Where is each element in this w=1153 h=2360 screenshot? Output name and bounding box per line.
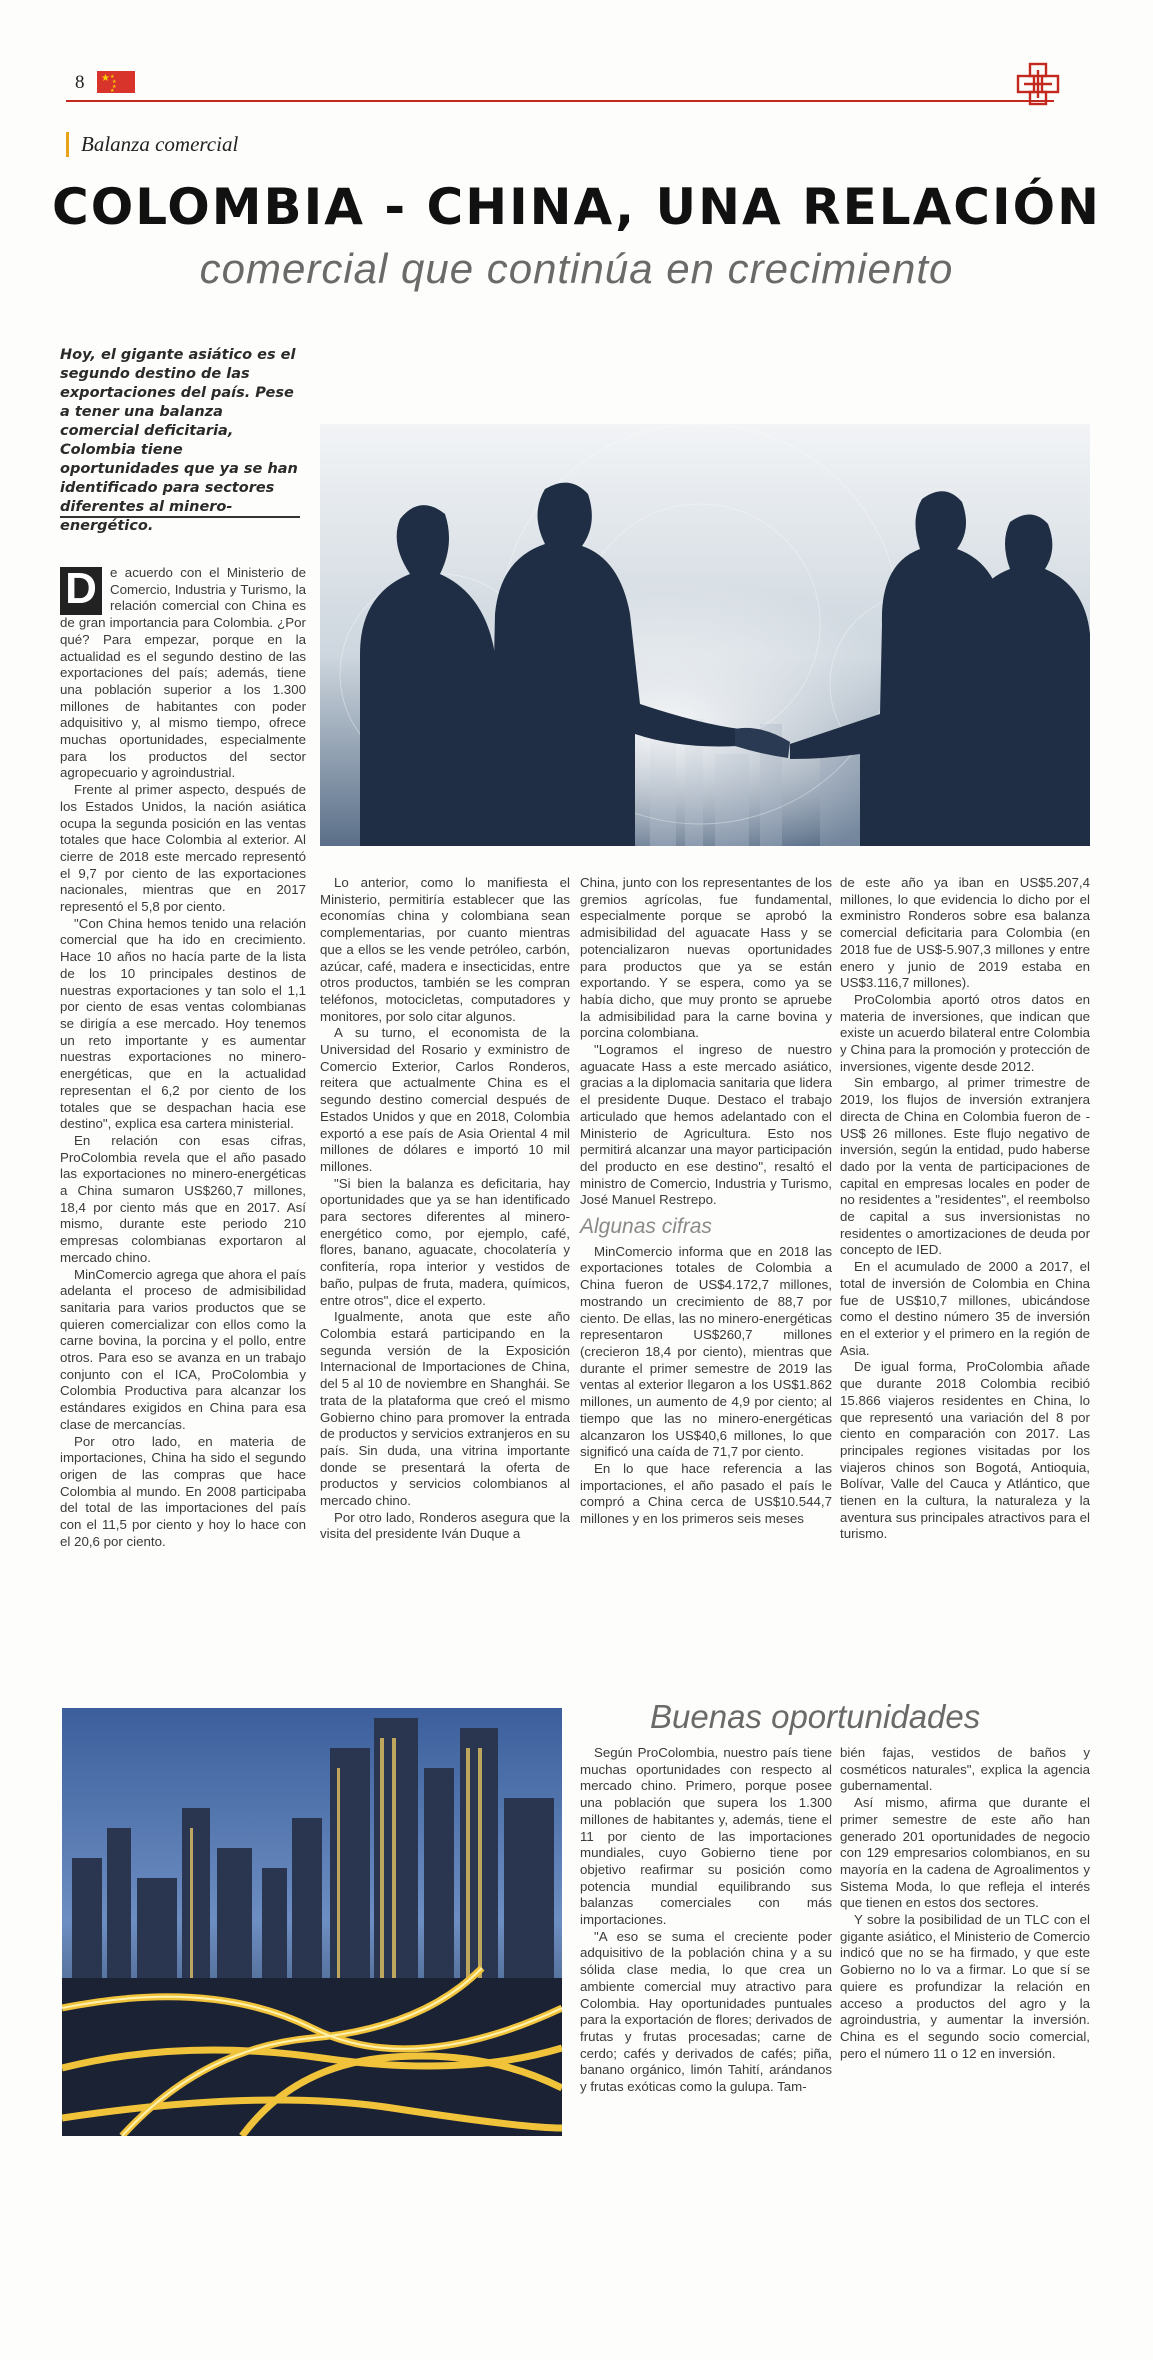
paragraph: Lo anterior, como lo manifiesta el Ministerio, permitiría establecer que las economías china y colombiana sean complementarias, por cuanto mientras que a ellos se les vende petróleo, carbón, azúcar, café, madera e insecticidas, entre otros productos, también se les compran teléfonos, motocicletas, computadores y monitores, por solo citar algunos. xyxy=(320,875,570,1024)
paragraph: "Si bien la balanza es deficitaria, hay oportunidades que ya se han identificado para sectores diferentes al minero-energético como, por ejemplo, café, flores, banano, aguacate, chocolatería y confitería, ropa interior y vestidos de baño, pulpas de fruta, madera, químicos, entre otros", dice el experto. xyxy=(320,1175,570,1308)
paragraph: "A eso se suma el creciente poder adquisitivo de la población china y a su sólida clase media, lo que crea un ambiente comercial muy atractivo para Colombia. Hay oportunidades puntuales para la exportación de flores; derivados de frutas y frutas procesadas; carne de cerdo; cafés y derivados de cafés; piña, banano orgánico, limón Tahití, arándanos y frutas exóticas como la gulupa. Tam- xyxy=(580,1928,832,2095)
drop-cap: D xyxy=(60,567,102,615)
subheading-algunas-cifras: Algunas cifras xyxy=(580,1215,712,1239)
paragraph: "Logramos el ingreso de nuestro aguacate Hass a este mercado asiático, gracias a la diplomacia sanitaria que lidera el presidente Duque. Destaco el trabajo articulado que hemos adelantado con el Ministerio de Agricultura. Esto nos permitirá alcanzar una mayor participación del producto en ese destino", resaltó el ministro de Comercio, Industria y Turismo, José Manuel Restrepo. xyxy=(580,1042,832,1208)
column-1 xyxy=(60,565,306,1550)
paragraph: Frente al primer aspecto, después de los Estados Unidos, la nación asiática ocupa la segunda posición en las ventas totales que hace Colombia al exterior. Al cierre de 2018 este mercado representó el 9,7 por ciento de las exportaciones nacionales, mientras que en 2017 representó el 5,8 por ciento. xyxy=(60,782,306,915)
article-title: COLOMBIA - CHINA, UNA RELACIÓN xyxy=(52,178,1101,236)
section-label: Balanza comercial xyxy=(66,132,238,157)
paragraph: En el acumulado de 2000 a 2017, el total de inversión de Colombia en China fue de US$10,7 millones, ubicándose como el destino número 35 de inversión en el exterior y el primero en la región de Asia. xyxy=(840,1259,1090,1358)
paragraph: Por otro lado, Ronderos asegura que la visita del presidente Iván Duque a xyxy=(320,1509,570,1542)
paragraph: En lo que hace referencia a las importaciones, el año pasado el país le compró a China cerca de US$10.544,7 millones y en los primeros seis meses xyxy=(580,1460,832,1527)
paragraph: bién fajas, vestidos de baños y cosméticos naturales", explica la agencia gubernamental. xyxy=(840,1745,1090,1794)
paragraph: Así mismo, afirma que durante el primer semestre de este año han generado 201 oportunidades de negocio con 129 empresarios colombianos, en su mayoría en la cadena de Agroalimentos y Sistema Moda, lo que refleja el interés que tienen en estos dos sectores. xyxy=(840,1795,1090,1911)
paragraph: e acuerdo con el Ministerio de Comercio, Industria y Turismo, la relación comercial con China es de gran importancia para Colombia. ¿Por qué? Para empezar, porque en la actualidad es el segundo destino de las exportaciones del país; además, tiene una población superior a los 1.300 millones de habitantes con poder adquisitivo y, al mismo tiempo, ofrece muchas oportunidades, especialmente para los productos del sector agropecuario y agroindustrial. xyxy=(60,565,306,781)
paragraph: De igual forma, ProColombia añade que durante 2018 Colombia recibió 15.866 viajeros residentes en China, lo que representó una variación del 8 por ciento en comparación con 2017. Las principales regiones visitadas por los viajeros chinos son Bogotá, Antioquia, Bolívar, Valle del Cauca y Atlántico, que tienen en la cultura, la naturaleza y la aventura sus principales atractivos para el turismo. xyxy=(840,1359,1090,1542)
paragraph: Sin embargo, al primer trimestre de 2019, los flujos de inversión extranjera directa de China en Colombia fueron de -US$ 26 millones. Este flujo negativo de inversión, según la entidad, pudo haberse dado por la venta de participaciones de capital en empresas locales en poder de no residentes a "residentes", el reembolso de capital a sus inversionistas no residentes o amortizaciones de deuda por concepto de IED. xyxy=(840,1075,1090,1258)
column-3 xyxy=(580,875,832,1528)
paragraph: Por otro lado, en materia de importaciones, China ha sido el segundo origen de las compras que hace Colombia al mundo. En 2008 participaba del total de las importaciones del país con el 11,5 por ciento y hoy lo hace con el 20,6 por ciento. xyxy=(60,1433,306,1549)
page-number: 8 xyxy=(75,72,85,93)
header-rule xyxy=(66,100,1054,102)
china-flag-icon: ★ ★ ★ ★ ★ xyxy=(97,71,135,93)
handshake-silhouettes-photo xyxy=(320,424,1090,846)
article-subtitle: comercial que continúa en crecimiento xyxy=(199,245,954,292)
paragraph: de este año ya iban en US$5.207,4 millones, lo que evidencia lo dicho por el exministro Ronderos sobre esa balanza comercial deficitaria para Colombia (en 2018 fue de US$-5.907,3 millones y entre enero y junio de 2019 estaba en US$3.116,7 millones). xyxy=(840,875,1090,991)
chinese-knot-logo-icon xyxy=(1014,60,1062,108)
article-lead: Hoy, el gigante asiático es el segundo destino de las exportaciones del país. Pese a tener una balanza comercial deficitaria, Colombia tiene oportunidades que ya se han identificado para sectores diferentes al minero-energético. xyxy=(60,347,298,534)
paragraph: MinComercio informa que en 2018 las exportaciones totales de Colombia a China fueron de US$4.172,7 millones, mostrando un crecimiento de 88,7 por ciento. De ellas, las no minero-energéticas representaron US$260,7 millones (crecieron 18,4 por ciento), mientras que durante el primer semestre de 2019 las ventas al exterior llegaron a los US$1.862 millones, un aumento de 4,9 por ciento; al tiempo que las no minero-energéticas alcanzaron los US$40,6 millones, lo que significó una caída de 71,7 por ciento. xyxy=(580,1243,832,1460)
subheading-buenas-oportunidades: Buenas oportunidades xyxy=(650,1698,981,1735)
paragraph: A su turno, el economista de la Universidad del Rosario y exministro de Comercio Exterior, Carlos Ronderos, reitera que actualmente China es el segundo destino comercial después de Estados Unidos y que en 2018, Colombia exportó a ese país de Asia Oriental 4 mil millones de dólares e importó 10 mil millones. xyxy=(320,1025,570,1174)
city-highway-photo xyxy=(62,1708,562,2136)
paragraph: En relación con esas cifras, ProColombia revela que el año pasado las exportaciones no minero-energéticas a China sumaron US$260,7 millones, 18,4 por ciento más que en 2017. Así mismo, durante este periodo 210 empresas colombianas exportaron al mercado chino. xyxy=(60,1132,306,1265)
column-5 xyxy=(580,1745,832,2096)
column-4 xyxy=(840,875,1090,1543)
paragraph: ProColombia aportó otros datos en materia de inversiones, que indican que existe un acuerdo bilateral entre Colombia y China para la promoción y protección de inversiones, vigente desde 2012. xyxy=(840,991,1090,1074)
paragraph: MinComercio agrega que ahora el país adelanta el proceso de admisibilidad sanitaria para varios productos que se quieren comercializar con ellos como la carne bovina, la porcina y el pollo, entre otros. Para eso se avanza en un trabajo conjunto con el ICA, ProColombia y Colombia Productiva para alcanzar los estándares exigidos en China para esa clase de mercancías. xyxy=(60,1266,306,1432)
paragraph: China, junto con los representantes de los gremios agrícolas, fue fundamental, especialmente porque se aprobó la admisibilidad del aguacate Hass y se potencializaron nuevas oportunidades para productos que ya se están exportando. Y se espera, como ya se había dicho, que muy pronto se apruebe la admisibilidad para la carne bovina y porcina colombiana. xyxy=(580,875,832,1041)
lead-rule xyxy=(60,516,300,518)
paragraph: "Con China hemos tenido una relación comercial que ha ido en crecimiento. Hace 10 años no hacía parte de la lista de los 10 principales destinos de nuestras exportaciones y tan solo el 1,1 por ciento de esas ventas colombianas se dirigía a ese mercado. Hoy tenemos un reto importante y es aumentar nuestras exportaciones no minero-energéticas, que en la actualidad representan el 6,2 por ciento de los totales que se despachan hacia ese destino", explica esa cartera ministerial. xyxy=(60,915,306,1132)
paragraph: Según ProColombia, nuestro país tiene muchas oportunidades con respecto al mercado chino. Primero, porque posee una población que supera los 1.300 millones de habitantes y, además, tiene el 11 por ciento de las importaciones mundiales, cuyo Gobierno tiene por objetivo reafirmar su posición como potencia mundial equilibrando sus balanzas comerciales con más importaciones. xyxy=(580,1745,832,1928)
paragraph: Y sobre la posibilidad de un TLC con el gigante asiático, el Ministerio de Comercio indicó que no se ha firmado, y que este Gobierno no lo va a firmar. Lo que sí se quiere es profundizar la relación en acceso a productos del agro y la agroindustria, y aumentar la inversión. China es el segundo socio comercial, pero el número 11 o 12 en inversión. xyxy=(840,1912,1090,2061)
column-2 xyxy=(320,875,570,1543)
column-6 xyxy=(840,1745,1090,2062)
paragraph: Igualmente, anota que este año Colombia estará participando en la segunda versión de la Exposición Internacional de Importaciones de China, del 5 al 10 de noviembre en Shanghái. Se trata de la plataforma que creó el mismo Gobierno chino para promover la entrada de productos y servicios extranjeros en su país. Sin duda, una vitrina importante donde se presentará la oferta de productos y servicios colombianos al mercado chino. xyxy=(320,1309,570,1509)
